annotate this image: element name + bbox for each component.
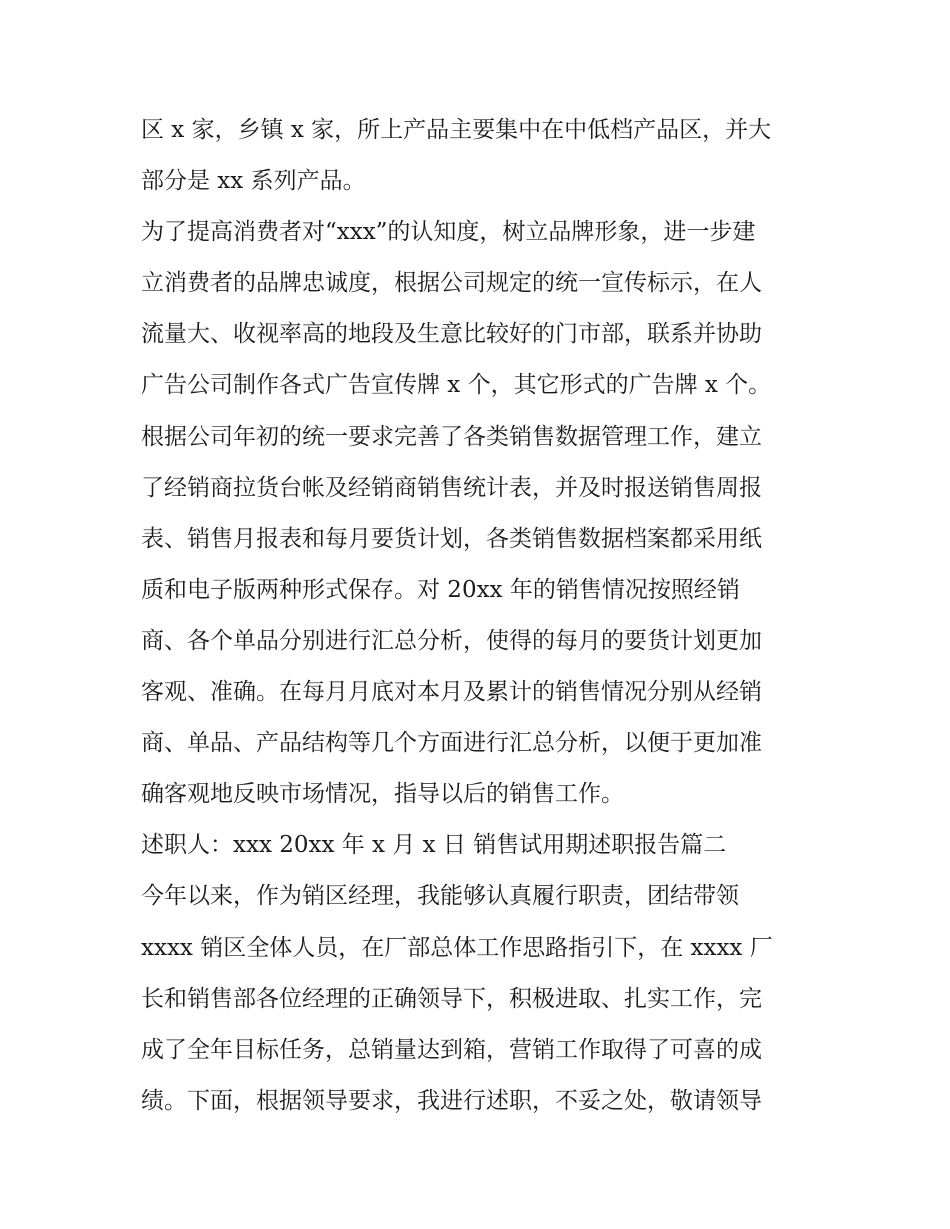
- text-line: 今年以来，作为销区经理，我能够认真履行职责，团结带领: [141, 883, 739, 910]
- text-line: 广告公司制作各式广告宣传牌 x 个，其它形式的广告牌 x 个。: [141, 372, 772, 399]
- text-line: 质和电子版两种形式保存。对 20xx 年的销售情况按照经销: [141, 576, 740, 603]
- text-line: 商、各个单品分别进行汇总分析，使得的每月的要货计划更加: [141, 627, 762, 654]
- text-line: 绩。下面，根据领导要求，我进行述职，不妥之处，敬请领导: [141, 1087, 762, 1114]
- text-line: 流量大、收视率高的地段及生意比较好的门市部，联系并协助: [141, 321, 762, 348]
- text-line: 为了提高消费者对“xxx”的认知度，树立品牌形象，进一步建: [141, 219, 756, 246]
- signature-line: 述职人：xxx 20xx 年 x 月 x 日 销售试用期述职报告篇二: [141, 832, 727, 859]
- text-line: 表、销售月报表和每月要货计划，各类销售数据档案都采用纸: [141, 525, 762, 552]
- text-line: 客观、准确。在每月月底对本月及累计的销售情况分别从经销: [141, 679, 762, 706]
- text-line: 成了全年目标任务，总销量达到箱，营销工作取得了可喜的成: [141, 1036, 762, 1063]
- text-line: 商、单品、产品结构等几个方面进行汇总分析，以便于更加准: [141, 730, 762, 757]
- text-line: 根据公司年初的统一要求完善了各类销售数据管理工作，建立: [141, 423, 762, 450]
- body-text: [141, 105, 821, 1127]
- text-line: 部分是 xx 系列产品。: [141, 168, 366, 195]
- text-line: xxxx 销区全体人员，在厂部总体工作思路指引下，在 xxxx 厂: [141, 934, 773, 961]
- text-line: 确客观地反映市场情况，指导以后的销售工作。: [141, 781, 624, 808]
- text-line: 了经销商拉货台帐及经销商销售统计表，并及时报送销售周报: [141, 474, 762, 501]
- text-line: 长和销售部各位经理的正确领导下，积极进取、扎实工作，完: [141, 985, 762, 1012]
- text-line: 立消费者的品牌忠诚度，根据公司规定的统一宣传标示，在人: [141, 270, 762, 297]
- text-line: 区 x 家，乡镇 x 家，所上产品主要集中在中低档产品区，并大: [141, 117, 772, 143]
